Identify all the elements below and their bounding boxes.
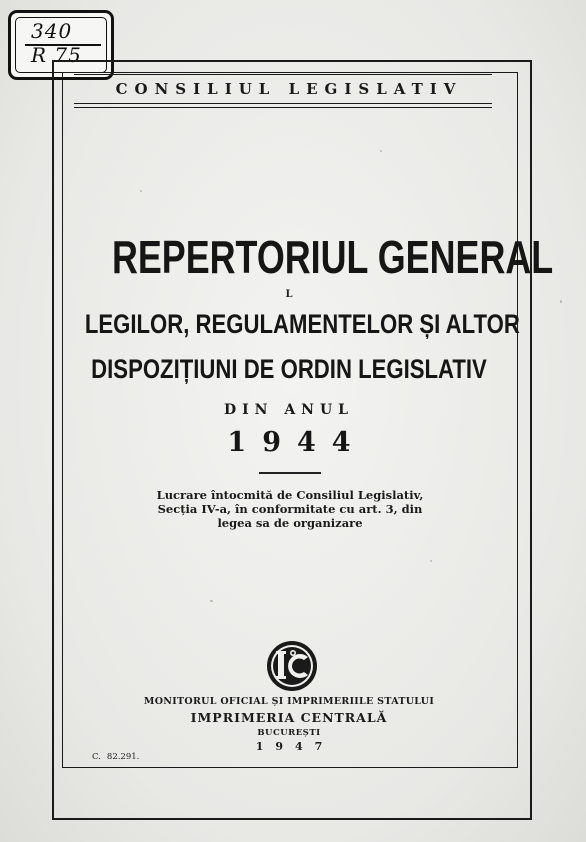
publication-city: BUCUREȘTI: [257, 728, 321, 738]
note-line-1: Lucrare întocmită de Consiliul Legislativ,: [156, 488, 424, 502]
catalog-stamp-number: 340: [31, 19, 73, 43]
print-code: [92, 752, 139, 762]
title-line-2: LEGILOR, REGULAMENTELOR ȘI ALTOR: [84, 309, 520, 339]
header-rule-bottom: [74, 103, 492, 104]
paper-speck: [140, 190, 142, 192]
print-code-number: 82.291.: [106, 752, 140, 762]
year-label: DIN ANUL: [223, 402, 355, 418]
institution-heading: CONSILIUL LEGISLATIV: [115, 80, 463, 98]
paper-speck: [430, 560, 432, 562]
publisher-name: MONITORUL OFICIAL ȘI IMPRIMERIILE STATULUI: [143, 696, 435, 707]
imprimeria-centrala-logo-icon: [265, 639, 319, 693]
year-value: 1944: [227, 427, 367, 458]
header-rule-bottom-2: [74, 107, 492, 108]
title-connector: L: [285, 289, 293, 300]
document-title: REPERTORIUL GENERAL: [111, 231, 554, 283]
title-line-3: DISPOZIȚIUNI DE ORDIN LEGISLATIV: [91, 354, 487, 384]
note-line-2: Secția IV-a, în conformitate cu art. 3, din: [157, 502, 423, 516]
note-line-3: legea sa de organizare: [217, 516, 363, 530]
catalog-stamp-shelfmark: R 75: [31, 43, 82, 67]
paper-speck: [210, 600, 213, 602]
paper-speck: [380, 150, 382, 152]
header-rule-top: [74, 74, 492, 75]
title-divider: [259, 472, 321, 474]
paper-speck: [560, 300, 562, 303]
press-name: IMPRIMERIA CENTRALĂ: [190, 710, 388, 725]
print-code-prefix: C.: [92, 752, 101, 762]
publication-year: 1947: [255, 740, 335, 753]
